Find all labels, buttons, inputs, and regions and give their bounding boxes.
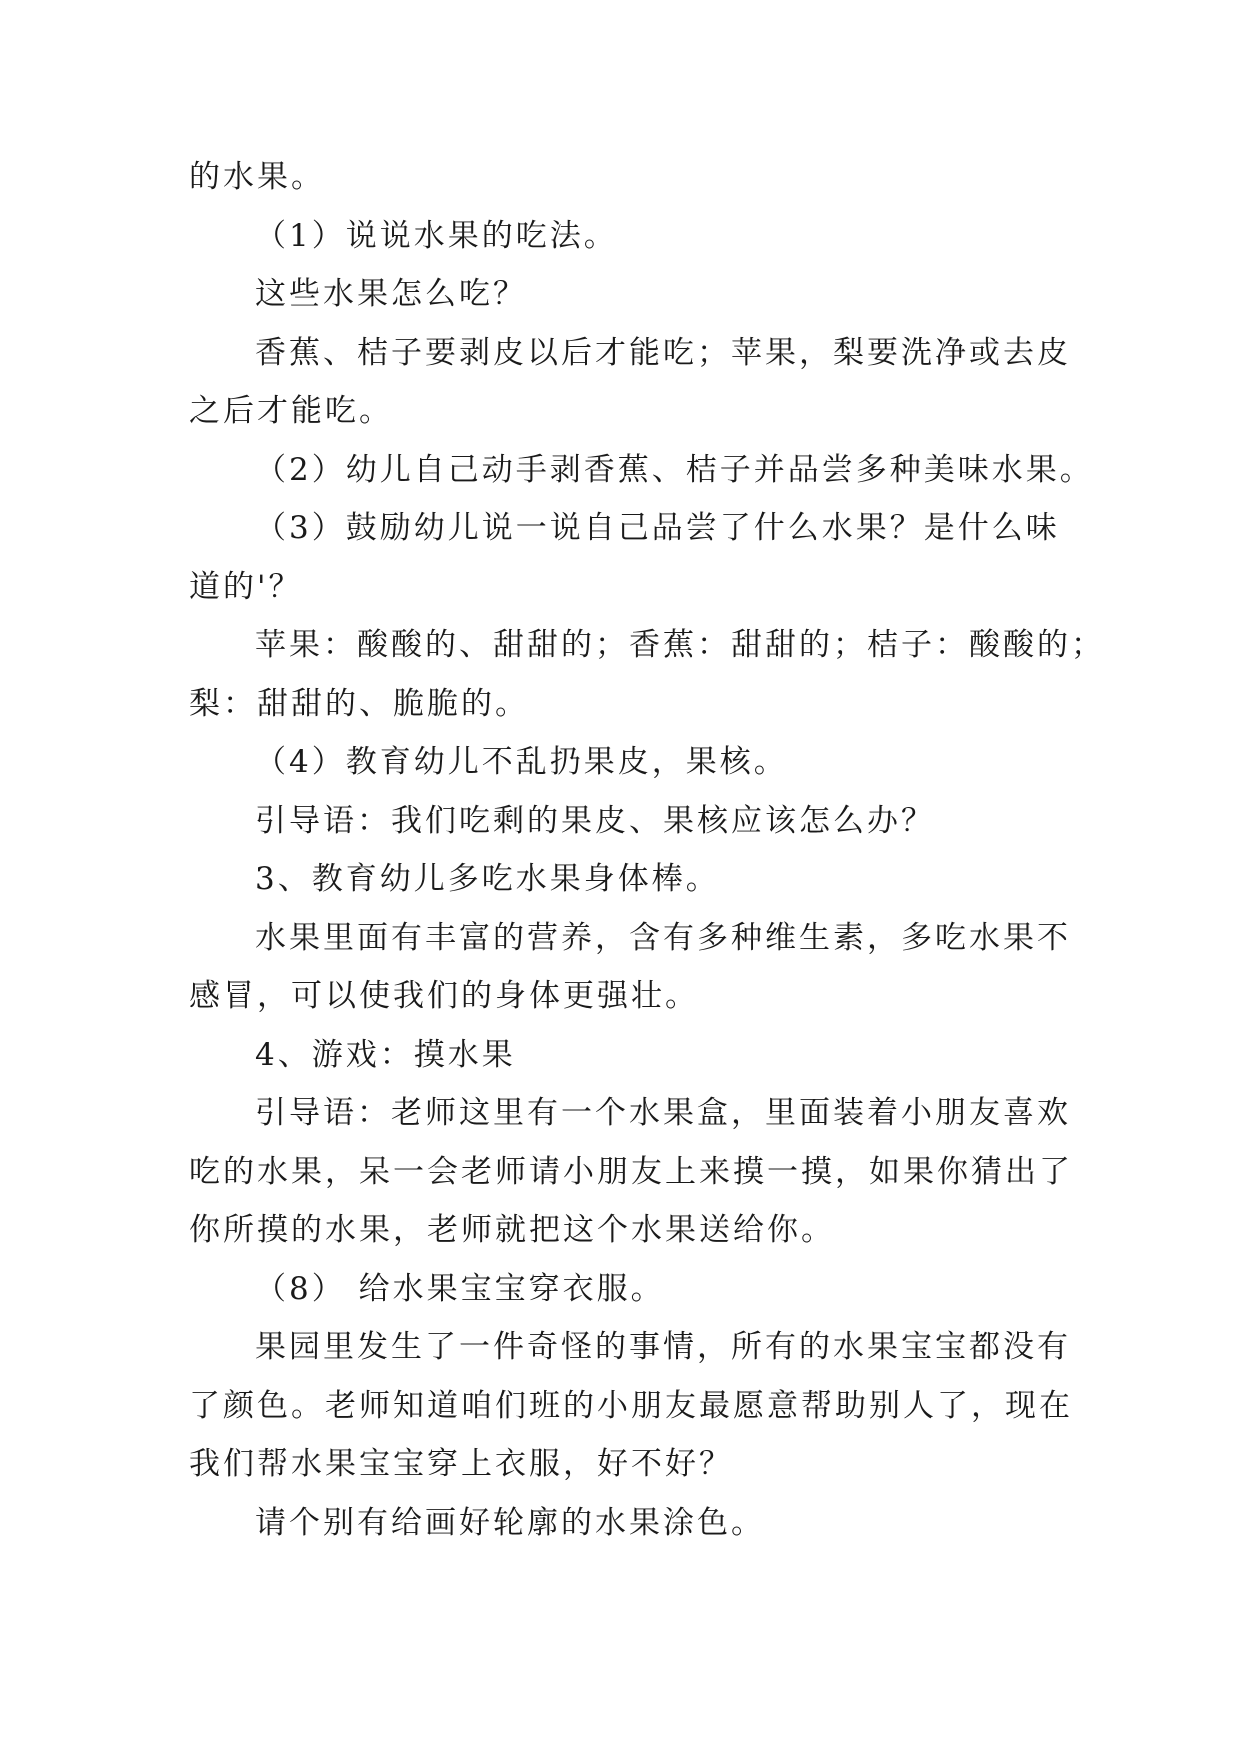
text-line: 感冒，可以使我们的身体更强壮。 <box>189 978 699 1014</box>
text-line: 你所摸的水果，老师就把这个水果送给你。 <box>189 1212 835 1248</box>
text-line: 道的'？ <box>189 568 303 605</box>
text-line: 请个别有给画好轮廓的水果涂色。 <box>255 1504 765 1541</box>
text-line: 这些水果怎么吃？ <box>255 276 527 312</box>
text-line: （1）说说水果的吃法。 <box>255 217 618 254</box>
text-line: 4、游戏：摸水果 <box>255 1036 516 1073</box>
text-line: 香蕉、桔子要剥皮以后才能吃；苹果，梨要洗净或去皮 <box>255 334 1071 371</box>
text-line: 之后才能吃。 <box>189 393 393 429</box>
text-line: （8） 给水果宝宝穿衣服。 <box>255 1270 665 1307</box>
text-line: （3）鼓励幼儿说一说自己品尝了什么水果？是什么味 <box>255 510 1060 546</box>
text-line: 引导语：老师这里有一个水果盒，里面装着小朋友喜欢 <box>255 1095 1071 1131</box>
text-line: （4）教育幼儿不乱扔果皮，果核。 <box>255 744 788 780</box>
text-line: 的水果。 <box>189 159 325 195</box>
text-line: 引导语：我们吃剩的果皮、果核应该怎么办？ <box>255 802 935 839</box>
text-line: 水果里面有丰富的营养，含有多种维生素，多吃水果不 <box>255 919 1071 956</box>
document-body <box>189 148 1105 1552</box>
text-line: 3、教育幼儿多吃水果身体棒。 <box>255 861 720 897</box>
text-line: 了颜色。老师知道咱们班的小朋友最愿意帮助别人了，现在 <box>189 1387 1073 1424</box>
text-line: 我们帮水果宝宝穿上衣服，好不好？ <box>189 1446 733 1482</box>
text-line: 吃的水果，呆一会老师请小朋友上来摸一摸，如果你猜出了 <box>189 1153 1073 1190</box>
text-line: 梨：甜甜的、脆脆的。 <box>189 685 529 722</box>
text-line: 苹果：酸酸的、甜甜的；香蕉：甜甜的；桔子：酸酸的； <box>255 627 1105 663</box>
text-line: 果园里发生了一件奇怪的事情，所有的水果宝宝都没有 <box>255 1329 1071 1365</box>
text-line: （2）幼儿自己动手剥香蕉、桔子并品尝多种美味水果。 <box>255 451 1094 488</box>
